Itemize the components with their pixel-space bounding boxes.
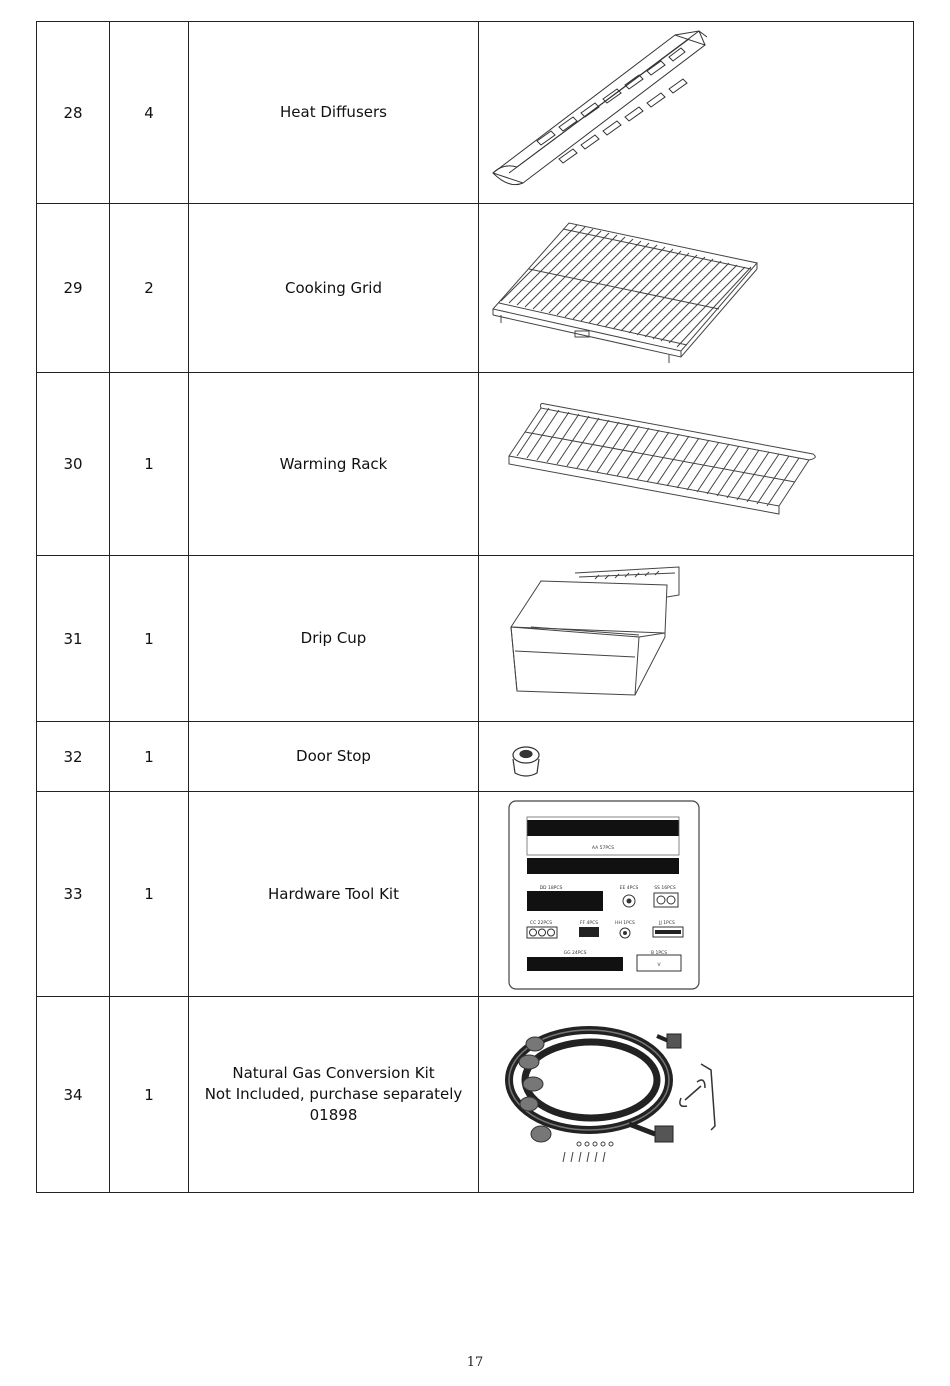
door-stop-icon (479, 723, 913, 791)
description-line: Heat Diffusers (280, 103, 387, 121)
part-image-cell (479, 722, 914, 792)
part-number: 32 (37, 722, 110, 792)
part-image-cell (479, 556, 914, 722)
table-row (37, 22, 914, 204)
part-image-cell (479, 204, 914, 373)
part-image-cell (479, 792, 914, 997)
kit-label-aa: AA 57PCS (591, 845, 615, 851)
part-description (189, 373, 479, 556)
page-number: 17 (466, 1355, 484, 1370)
hardware-kit-icon (479, 793, 913, 996)
part-quantity: 1 (110, 722, 189, 792)
kit-label-ee: EE 4PCS (619, 885, 639, 891)
kit-label-gg: GG 24PCS (563, 950, 587, 956)
part-description (189, 997, 479, 1193)
kit-label-ff: FF 4PCS (579, 920, 599, 926)
kit-label-b: B 1PCS (650, 950, 668, 956)
description-line: Cooking Grid (285, 278, 382, 297)
part-quantity: 1 (110, 556, 189, 722)
part-number: 29 (37, 204, 110, 373)
part-number: 31 (37, 556, 110, 722)
part-number: 28 (37, 22, 110, 204)
part-image-cell (479, 373, 914, 556)
kit-label-ss: SS 16PCS (654, 885, 676, 891)
part-description (189, 792, 479, 997)
part-description (189, 722, 479, 792)
part-number: 33 (37, 792, 110, 997)
part-number: 34 (37, 997, 110, 1193)
part-quantity: 1 (110, 373, 189, 556)
part-description (189, 22, 479, 204)
parts-table (36, 21, 914, 1193)
kit-label-v: V (657, 962, 661, 968)
part-image-cell (479, 22, 914, 204)
part-number: 30 (37, 373, 110, 556)
description-line: Not Included, purchase separately (204, 1085, 463, 1103)
warming-rack-icon (479, 374, 913, 555)
description-line: Natural Gas Conversion Kit (232, 1064, 435, 1082)
kit-label-jj: JJ 1PCS (659, 920, 675, 926)
part-quantity: 4 (110, 22, 189, 204)
kit-label-hh: HH 1PCS (615, 920, 635, 926)
description-line: 01898 (309, 1106, 358, 1124)
part-quantity: 2 (110, 204, 189, 373)
part-image-cell (479, 997, 914, 1193)
table-row (37, 556, 914, 722)
part-quantity: 1 (110, 997, 189, 1193)
heat-diffuser-icon (479, 23, 913, 203)
kit-label-cc: CC 22PCS (529, 920, 553, 926)
gas-conversion-kit-icon (479, 998, 913, 1192)
part-quantity: 1 (110, 792, 189, 997)
kit-label-dd: DD 18PCS (539, 885, 563, 891)
description-line: Door Stop (296, 747, 371, 765)
drip-cup-icon (479, 557, 913, 721)
part-description (189, 556, 479, 722)
table-row (37, 792, 914, 997)
table-row (37, 373, 914, 556)
table-row (37, 722, 914, 792)
description-line: Warming Rack (279, 454, 388, 473)
description-line: Drip Cup (300, 629, 367, 647)
cooking-grid-icon (479, 205, 913, 372)
table-row (37, 204, 914, 373)
table-row (37, 997, 914, 1193)
part-description (189, 204, 479, 373)
description-line: Hardware Tool Kit (268, 884, 399, 903)
